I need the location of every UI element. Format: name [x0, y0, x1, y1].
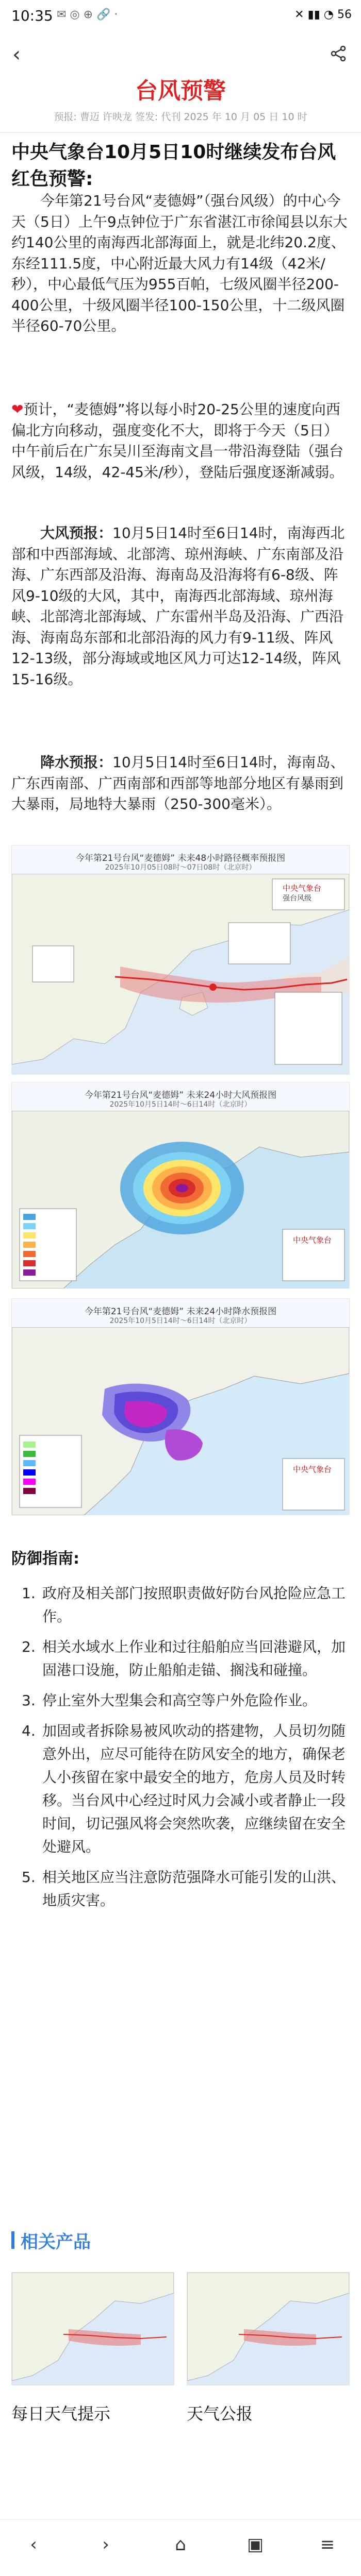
map-org-label: 中央气象台	[293, 1465, 332, 1474]
forward-icon[interactable]: ›	[102, 2534, 109, 2555]
track-forecast-map[interactable]	[11, 845, 350, 1074]
figure-subtitle: 2025年10月05日08时～07日08时（北京时）	[105, 863, 256, 872]
back-icon[interactable]: ‹	[30, 2534, 37, 2555]
list-item: 1. 政府及相关部门按照职责做好防台风抢险应急工作。	[22, 1585, 346, 1625]
related-thumb-2[interactable]	[187, 2272, 350, 2385]
paragraph-2	[11, 399, 352, 483]
list-item: 5. 相关地区应当注意防范强降水可能引发的山洪、地质灾害。	[22, 1869, 346, 1909]
paragraph-4-text: 10月5日14时至6日14时，海南岛、广东西南部、广西南部和西部等地部分地区有暴雨到大暴雨，局地特大暴雨（250-300毫米）。	[11, 754, 345, 812]
figure-title: 今年第21号台风“麦德姆” 未来24小时降水预报图	[84, 1307, 277, 1317]
status-bar	[0, 0, 361, 37]
home-icon[interactable]: ⌂	[175, 2534, 186, 2555]
status-icons-right: ✕ ▮▮ ◔ 56	[294, 8, 352, 21]
article-meta: 预报: 曹迈 许映龙 签发: 代刊 2025 年 10 月 05 日 10 时	[54, 111, 307, 123]
related-thumb-1[interactable]	[11, 2272, 174, 2385]
rain-map-graphic	[12, 1327, 349, 1515]
heart-icon: ❤	[11, 401, 24, 418]
related-title: 相关产品	[21, 2232, 91, 2252]
related-item-label[interactable]: 每日天气提示	[11, 2404, 111, 2424]
wind-forecast-map[interactable]	[11, 1082, 350, 1288]
guide-list	[11, 1582, 352, 1919]
divider	[0, 132, 361, 133]
paragraph-4	[11, 752, 352, 815]
tabs-icon[interactable]: ▣	[247, 2534, 264, 2555]
wind-map-graphic	[12, 1111, 349, 1289]
map-org-label: 中央气象台	[293, 1235, 332, 1245]
page-title: 台风预警	[135, 78, 226, 104]
share-icon[interactable]	[328, 44, 349, 65]
figure-subtitle: 2025年10月5日14时～6日14时（北京时）	[109, 1317, 252, 1325]
list-item: 2. 相关水域水上作业和过往船舶应当回港避风，加固港口设施，防止船舶走锚、搁浅和碰撞。	[22, 1638, 346, 1679]
figure-title: 今年第21号台风“麦德姆” 未来48小时路径概率预报图	[75, 853, 286, 863]
related-item-label[interactable]: 天气公报	[187, 2404, 253, 2424]
figure-subtitle: 2025年10月5日14时～6日14时（北京时）	[109, 1100, 252, 1109]
related-accent-bar	[11, 2231, 14, 2249]
browser-bottom-nav	[0, 2519, 361, 2571]
status-time: 10:35	[11, 7, 53, 24]
list-item: 4. 加固或者拆除易被风吹动的搭建物，人员切勿随意外出，应尽可能待在防风安全的地方，确保老人小孩留在家中最安全的地方，危房人员及时转移。当台风中心经过时风力会减小或者静止一段时间，切记强风将会突然吹袭，应继续留在安全处避风。	[22, 1722, 346, 1855]
paragraph-2-text: 预计，“麦德姆”将以每小时20-25公里的速度向西偏北方向移动，强度变化不大，即将于今天（5日）中午前后在广东吴川至海南文昌一带沿海登陆（强台风级，14级，42-45米/秒），登陆后强度逐渐减弱。	[11, 401, 344, 481]
guide-title: 防御指南:	[11, 1550, 79, 1568]
rain-forecast-label: 降水预报：	[40, 754, 113, 771]
paragraph-3	[11, 523, 352, 690]
nav-bar	[0, 37, 361, 73]
track-map-graphic	[12, 874, 349, 1075]
menu-icon[interactable]: ≡	[320, 2534, 335, 2555]
paragraph-1: 今年第21号台风“麦德姆”（强台风级）的中心今天（5日）上午9点钟位于广东省湛江市徐闻县以东大约140公里的南海西北部海面上，就是北纬20.2度、东经111.5度，中心附近最大风力有14级（42米/秒），中心最低气压为955百帕，七级风圈半径200-400公里，十级风圈半径100-150公里，十二级风圈半径60-70公里。	[11, 192, 348, 334]
chevron-left-icon[interactable]: ‹	[12, 43, 21, 66]
thumbnail-map	[12, 2273, 174, 2385]
status-icons-left: ✉ ◎ ⊕ 🔗 ·	[57, 8, 118, 21]
wind-forecast-label: 大风预报：	[40, 524, 113, 541]
typhoon-level-label: 强台风级	[283, 894, 311, 903]
rain-forecast-map[interactable]	[11, 1298, 350, 1515]
list-item: 3. 停止室外大型集会和高空等户外危险作业。	[22, 1692, 317, 1709]
article-headline: 中央气象台10月5日10时继续发布台风红色预警:	[11, 142, 336, 190]
thumbnail-map	[187, 2273, 349, 2385]
figure-title: 今年第21号台风“麦德姆” 未来24小时大风预报图	[84, 1090, 277, 1100]
map-org-label: 中央气象台	[283, 884, 322, 893]
paragraph-3-text: 10月5日14时至6日14时，南海西北部和中西部海域、北部湾、琼州海峡、广东南部及沿海、广东西部及沿海、海南岛及沿海将有6-8级、阵风9-10级的大风，其中，南海西北部海域、琼州海峡、北部湾北部海域、广东雷州半岛及沿海、广西沿海、海南岛东部和北部沿海的风力有9-11级、阵风12-13级，部分海域或地区风力可达12-14级，阵风15-16级。	[11, 524, 345, 688]
